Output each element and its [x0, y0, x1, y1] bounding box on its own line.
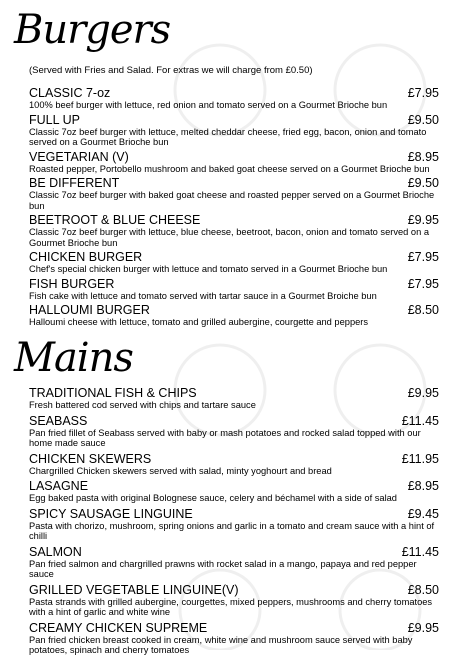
- item-price: £8.50: [407, 303, 439, 317]
- item-price: £9.95: [407, 213, 439, 227]
- burgers-list: [29, 86, 439, 330]
- item-name: FULL UP: [29, 112, 80, 127]
- item-name: CHICKEN SKEWERS: [29, 451, 152, 466]
- item-name: SALMON: [29, 544, 82, 559]
- item-description: Pasta strands with grilled aubergine, courgettes, mixed peppers, mushrooms and cherry tomatoes with a hint of garlic and white wine: [29, 596, 433, 617]
- item-name: SEABASS: [29, 413, 88, 428]
- item-description: Classic 7oz beef burger with baked goat cheese and roasted pepper served on a Gourmet Brioche bun: [29, 190, 435, 211]
- item-description: Fresh battered cod served with chips and tartare sauce: [29, 400, 256, 410]
- item-name: SPICY SAUSAGE LINGUINE: [29, 506, 193, 521]
- item-name: BE DIFFERENT: [29, 176, 120, 190]
- item-description: Classic 7oz beef burger with lettuce, melted cheddar cheese, fried egg, bacon, onion and tomato served on a Gourmet Brioche bun: [29, 126, 427, 147]
- item-name: GRILLED VEGETABLE LINGUINE(V): [29, 582, 239, 597]
- menu-item: [29, 303, 439, 328]
- item-price: £11.95: [401, 451, 439, 466]
- burgers-section-title: Burgers: [14, 7, 171, 53]
- mains-section-title: Mains: [14, 335, 133, 381]
- menu-item: [29, 86, 439, 111]
- item-price: £9.50: [407, 176, 439, 190]
- menu-item: [29, 250, 439, 275]
- item-price: £8.95: [407, 479, 439, 493]
- mains-list: [29, 386, 439, 659]
- item-description: Chargrilled Chicken skewers served with salad, minty yoghourt and bread: [29, 465, 332, 476]
- burgers-note: (Served with Fries and Salad. For extras we will charge from £0.50): [29, 65, 313, 76]
- menu-item: [29, 414, 439, 449]
- menu-item: [29, 583, 439, 618]
- item-price: £9.95: [407, 620, 439, 635]
- item-name: CLASSIC 7-oz: [29, 86, 111, 100]
- menu-item: [29, 176, 439, 211]
- item-name: TRADITIONAL FISH & CHIPS: [29, 386, 197, 400]
- item-description: Egg baked pasta with original Bolognese sauce, celery and béchamel with a side of salad: [29, 493, 397, 503]
- item-description: Pan fried fillet of Seabass served with baby or mash potatoes and rocked salad topped with our home made sauce: [29, 427, 421, 448]
- item-name: CREAMY CHICKEN SUPREME: [29, 620, 208, 635]
- item-price: £9.50: [407, 112, 439, 127]
- item-description: Pan fried chicken breast cooked in cream, white wine and mushroom sauce served with baby potatoes, spinach and cherry tomatoes: [29, 634, 413, 655]
- item-name: CHICKEN BURGER: [29, 250, 143, 264]
- menu-item: [29, 150, 439, 175]
- item-name: VEGETARIAN (V): [29, 149, 129, 164]
- menu-item: [29, 479, 439, 504]
- item-name: FISH BURGER: [29, 276, 115, 291]
- item-name: LASAGNE: [29, 479, 89, 493]
- item-price: £7.95: [407, 250, 439, 264]
- item-description: Halloumi cheese with lettuce, tomato and grilled aubergine, courgette and peppers: [29, 317, 369, 327]
- item-description: Pasta with chorizo, mushroom, spring onions and garlic in a tomato and cream sauce with a hint of chilli: [29, 520, 435, 541]
- menu-item: [29, 277, 439, 302]
- item-price: £9.95: [407, 386, 439, 400]
- menu-item: [29, 213, 439, 248]
- item-description: Pan fried salmon and chargrilled prawns with rocket salad in a mango, papaya and red pepper sauce: [29, 558, 417, 579]
- item-description: Roasted pepper, Portobello mushroom and baked goat cheese served on a Gourmet Brioche bun: [29, 163, 430, 174]
- menu-item: [29, 545, 439, 580]
- item-price: £7.95: [407, 86, 439, 100]
- item-price: £8.95: [407, 149, 439, 164]
- menu-item: [29, 621, 439, 656]
- menu-item: [29, 113, 439, 148]
- item-price: £8.50: [407, 582, 439, 597]
- item-name: HALLOUMI BURGER: [29, 303, 150, 317]
- menu-item: [29, 386, 439, 411]
- item-price: £7.95: [407, 276, 439, 291]
- item-price: £11.45: [401, 413, 439, 428]
- item-description: Fish cake with lettuce and tomato served with tartar sauce in a Gourmet Broiche bun: [29, 290, 377, 301]
- item-description: Chef's special chicken burger with lettuce and tomato served in a Gourmet Brioche bun: [29, 264, 388, 274]
- menu-item: [29, 452, 439, 477]
- item-price: £9.45: [407, 506, 439, 521]
- item-description: 100% beef burger with lettuce, red onion and tomato served on a Gourmet Brioche bun: [29, 100, 388, 110]
- item-name: BEETROOT & BLUE CHEESE: [29, 213, 201, 227]
- item-description: Classic 7oz beef burger with lettuce, blue cheese, beetroot, bacon, onion and tomato served on a Gourmet Brioche bun: [29, 227, 430, 248]
- menu-item: [29, 507, 439, 542]
- item-price: £11.45: [401, 544, 439, 559]
